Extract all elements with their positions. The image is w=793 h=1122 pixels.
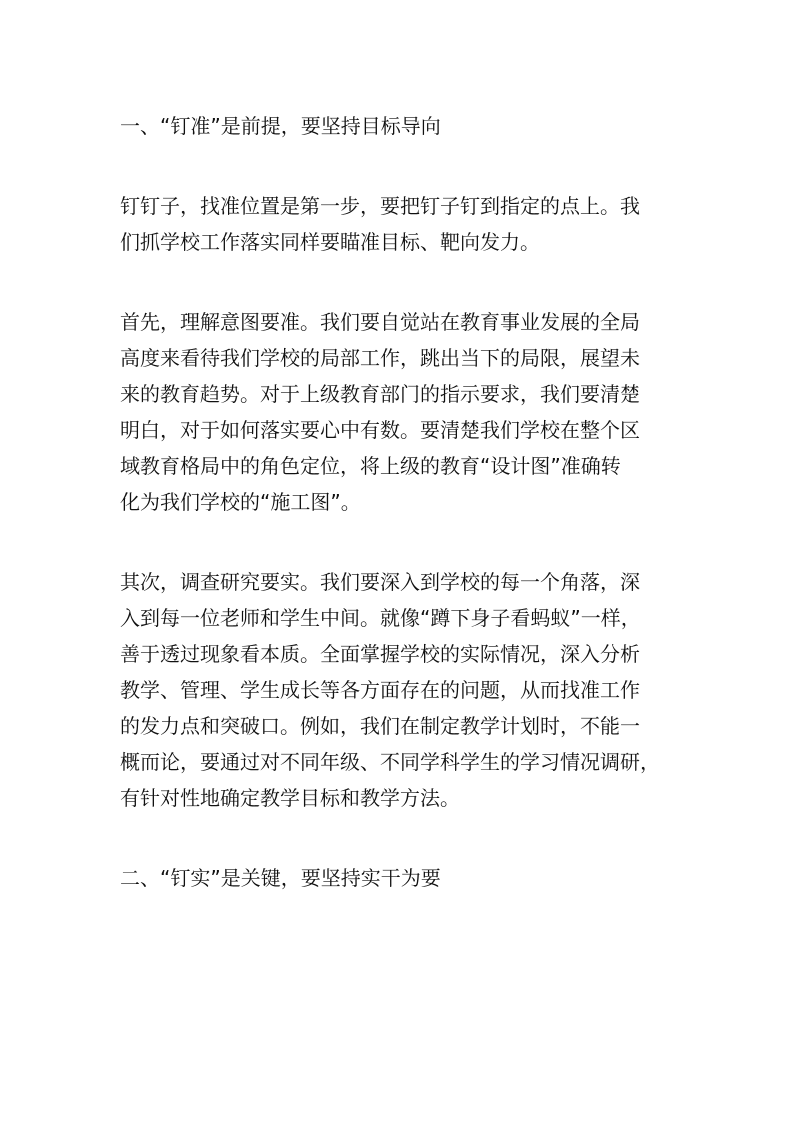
paragraph-line: 善于透过现象看本质。全面掌握学校的实际情况，深入分析 [120,642,640,666]
paragraph-1 [120,188,680,260]
paragraph-line: 们抓学校工作落实同样要瞄准目标、靶向发力。 [120,230,540,254]
paragraph-3 [120,564,680,816]
section-heading-1 [120,108,680,144]
heading-text: 一、“钉准”是前提，要坚持目标导向 [120,114,441,138]
paragraph-line: 的发力点和突破口。例如，我们在制定教学计划时，不能一 [120,714,640,738]
paragraph-line: 钉钉子，找准位置是第一步，要把钉子钉到指定的点上。我 [120,194,640,218]
paragraph-line: 其次，调查研究要实。我们要深入到学校的每一个角落，深 [120,570,640,594]
paragraph-line: 化为我们学校的“施工图”。 [120,490,361,514]
document-content [120,108,680,940]
paragraph-line: 明白，对于如何落实要心中有数。要清楚我们学校在整个区 [120,418,640,442]
paragraph-line: 首先，理解意图要准。我们要自觉站在教育事业发展的全局 [120,310,640,334]
paragraph-line: 有针对性地确定教学目标和教学方法。 [120,786,460,810]
section-heading-2 [120,860,680,896]
paragraph-line: 高度来看待我们学校的局部工作，跳出当下的局限，展望未 [120,346,640,370]
paragraph-line: 教学、管理、学生成长等各方面存在的问题，从而找准工作 [120,678,640,702]
paragraph-line: 入到每一位老师和学生中间。就像“蹲下身子看蚂蚁”一样， [120,606,641,630]
paragraph-line: 来的教育趋势。对于上级教育部门的指示要求，我们要清楚 [120,382,640,406]
paragraph-line: 域教育格局中的角色定位，将上级的教育“设计图”准确转 [120,454,621,478]
paragraph-line: 概而论，要通过对不同年级、不同学科学生的学习情况调研， [120,750,660,774]
heading-text: 二、“钉实”是关键，要坚持实干为要 [120,866,441,890]
paragraph-2 [120,304,680,520]
